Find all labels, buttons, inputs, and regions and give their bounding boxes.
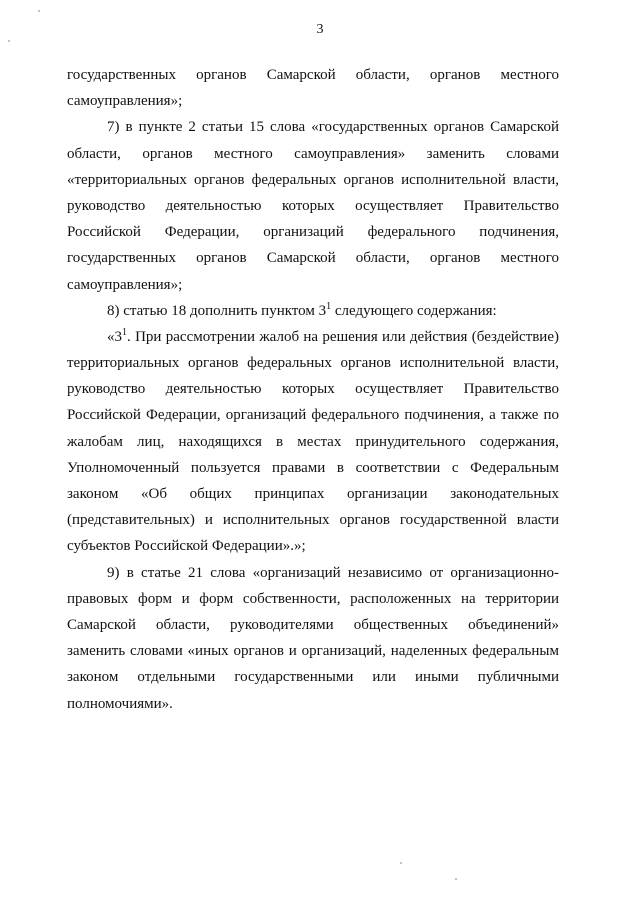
text-line: государственных органов Самарской области, органов местного <box>67 67 559 83</box>
text-line: территориальных органов федеральных органов исполнительной власти, <box>67 355 559 372</box>
text-line: государственных органов Самарской области, органов местного <box>67 250 559 267</box>
text-line: руководство деятельностью которых осуществляет Правительство <box>67 197 559 214</box>
text-line: (представительных) и исполнительных органов государственной власти <box>67 512 559 529</box>
text-line: руководство деятельностью которых осуществляет Правительство <box>67 381 559 398</box>
text-line: правовых форм и форм собственности, расположенных на территории <box>67 590 559 607</box>
text-line: полномочиями». <box>67 695 173 712</box>
text-line: самоуправления»; <box>67 276 183 293</box>
text-run: «3 <box>107 328 122 345</box>
text-run: следующего содержания: <box>331 302 497 319</box>
text-line: субъектов Российской Федерации».»; <box>67 538 306 555</box>
text-line: Уполномоченный пользуется правами в соответствии с Федеральным <box>67 459 559 476</box>
text-line: жалобам лиц, находящихся в местах принудительного содержания, <box>67 433 559 450</box>
text-line: законом отдельными государственными или иными публичными <box>67 669 559 686</box>
text-run: . При рассмотрении жалоб на решения или действия (бездействие) <box>127 328 559 345</box>
page-number: 3 <box>316 22 324 37</box>
superscript: 1 <box>122 326 127 338</box>
text-line: Самарской области, руководителями общественных объединений» <box>67 616 559 633</box>
text-line: 9) в статье 21 слова «организаций независимо от организационно- <box>107 564 559 581</box>
text-run: 8) статью 18 дополнить пунктом 3 <box>107 302 327 319</box>
document-body <box>67 62 559 717</box>
scan-speck <box>455 878 457 880</box>
scan-speck <box>38 10 40 12</box>
superscript: 1 <box>326 300 332 312</box>
text-line: 7) в пункте 2 статьи 15 слова «государственных органов Самарской <box>107 119 559 136</box>
scan-speck <box>400 862 402 864</box>
scan-speck <box>8 40 10 42</box>
text-line: заменить словами «иных органов и организаций, наделенных федеральным <box>67 643 559 660</box>
text-line: Российской Федерации, организаций федерального подчинения, <box>67 224 559 241</box>
text-line <box>67 298 559 324</box>
text-line <box>67 324 559 350</box>
text-line: «территориальных органов федеральных органов исполнительной власти, <box>67 171 559 188</box>
text-line: Российской Федерации, организаций федерального подчинения, а также по <box>67 407 559 424</box>
text-line: законом «Об общих принципах организации законодательных <box>67 486 559 502</box>
text-line: самоуправления»; <box>67 93 183 110</box>
text-line: области, органов местного самоуправления» заменить словами <box>67 145 559 162</box>
